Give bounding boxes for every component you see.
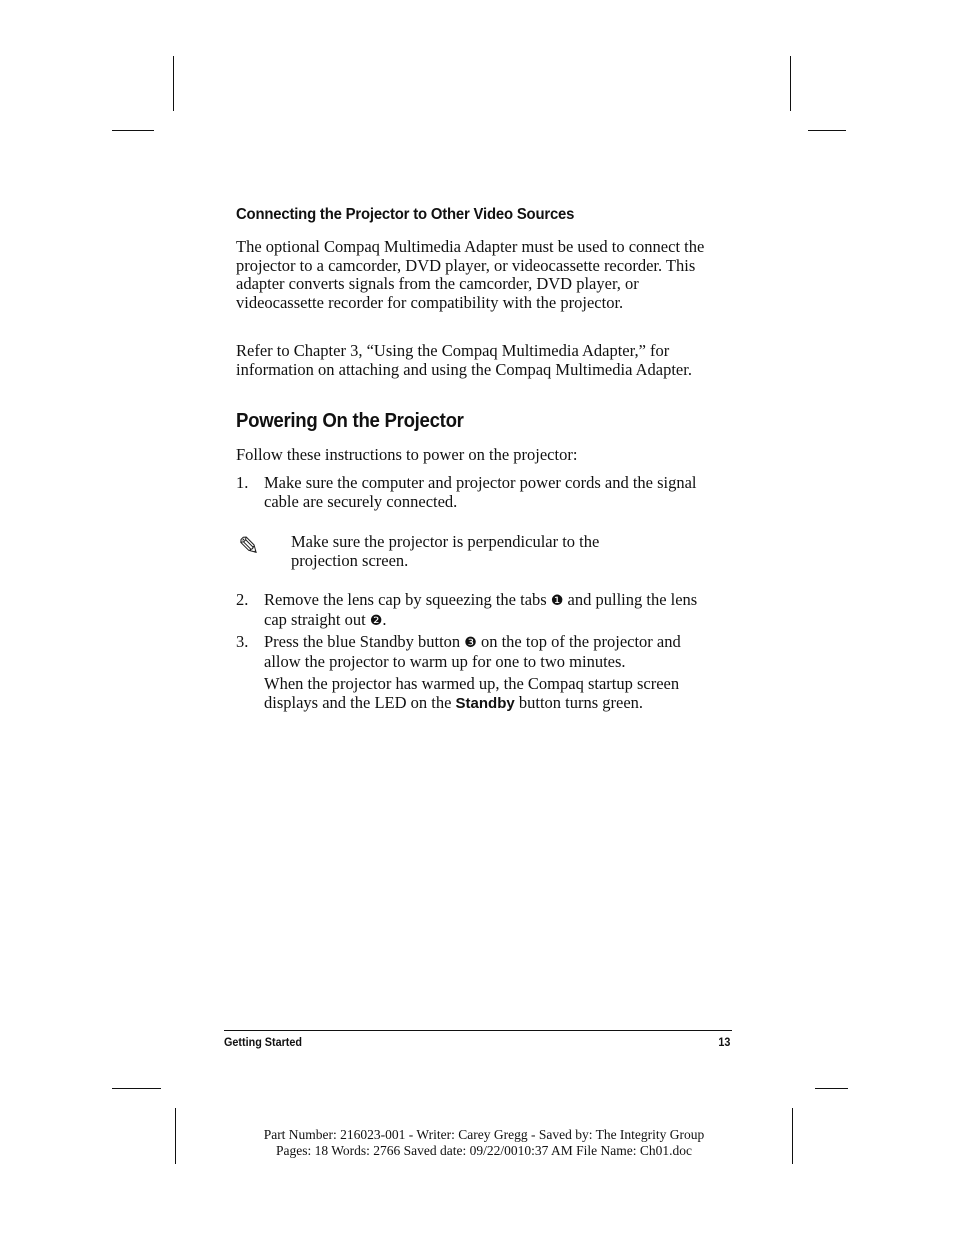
pencil-icon: ✎ [238,532,260,562]
crop-mark-bottom-left-vertical [175,1108,176,1164]
document-meta-line-2: Pages: 18 Words: 2766 Saved date: 09/22/0010:37 AM File Name: Ch01.doc [275,1143,692,1158]
standby-button-label: Standby [455,694,515,712]
step-2-number: 2. [236,590,249,609]
crop-mark-bottom-right-vertical [792,1108,793,1164]
crop-mark-bottom-left-horizontal [112,1088,161,1089]
crop-mark-top-right-horizontal [808,130,846,131]
page-title: Powering On the Projector [236,410,464,432]
crop-mark-top-left-vertical [173,56,174,111]
crop-mark-top-right-vertical [790,56,791,111]
note-text: Make sure the projector is perpendicular to the projection screen. [291,532,600,570]
step-2-text-before: Remove the lens cap by squeezing the tabs [264,590,551,609]
callout-1-icon: ❶ [550,593,564,609]
step-3-text [264,633,714,671]
callout-3-icon: ❸ [464,635,477,651]
step-2-text [264,591,714,630]
crop-mark-top-left-horizontal [112,130,154,131]
crop-mark-bottom-right-horizontal [815,1088,848,1089]
step-1-text: Make sure the computer and projector power cords and the signal cable are securely connected. [264,473,697,511]
step-3-text-before: Press the blue Standby button [264,632,465,651]
callout-2-icon: ❷ [369,612,383,629]
step-2-text-after: . [382,609,387,629]
followup-text-before: When the projector has warmed up, the Compaq startup screen displays and the LED on the [264,674,680,712]
step-3-followup-text [264,675,714,713]
step-2-text-middle: and pulling the lens cap straight out [264,590,698,629]
footer-page-number: 13 [717,1035,730,1049]
followup-text-after: button turns green. [514,692,644,712]
intro-paragraph: Follow these instructions to power on the projector: [236,445,578,464]
footer-chapter-title: Getting Started [224,1035,303,1049]
step-3-text-after: on the top of the projector and allow the projector to warm up for one to two minutes. [264,632,681,671]
step-1-number: 1. [236,473,249,492]
paragraph-chapter-reference: Refer to Chapter 3, “Using the Compaq Multimedia Adapter,” for information on attaching and using the Compaq Multimedia Adapter. [236,341,692,379]
document-meta-line-1: Part Number: 216023-001 - Writer: Carey Gregg - Saved by: The Integrity Group [263,1127,705,1142]
paragraph-adapter-requirement: The optional Compaq Multimedia Adapter must be used to connect the projector to a camcorder, DVD player, or videocassette recorder. This adapter converts signals from the camcorder, DVD player, or videocassette recorder for compatibility with the projector. [236,237,705,313]
step-3-number: 3. [236,632,249,651]
section-heading: Connecting the Projector to Other Video Sources [236,206,575,223]
footer-rule [224,1030,732,1031]
